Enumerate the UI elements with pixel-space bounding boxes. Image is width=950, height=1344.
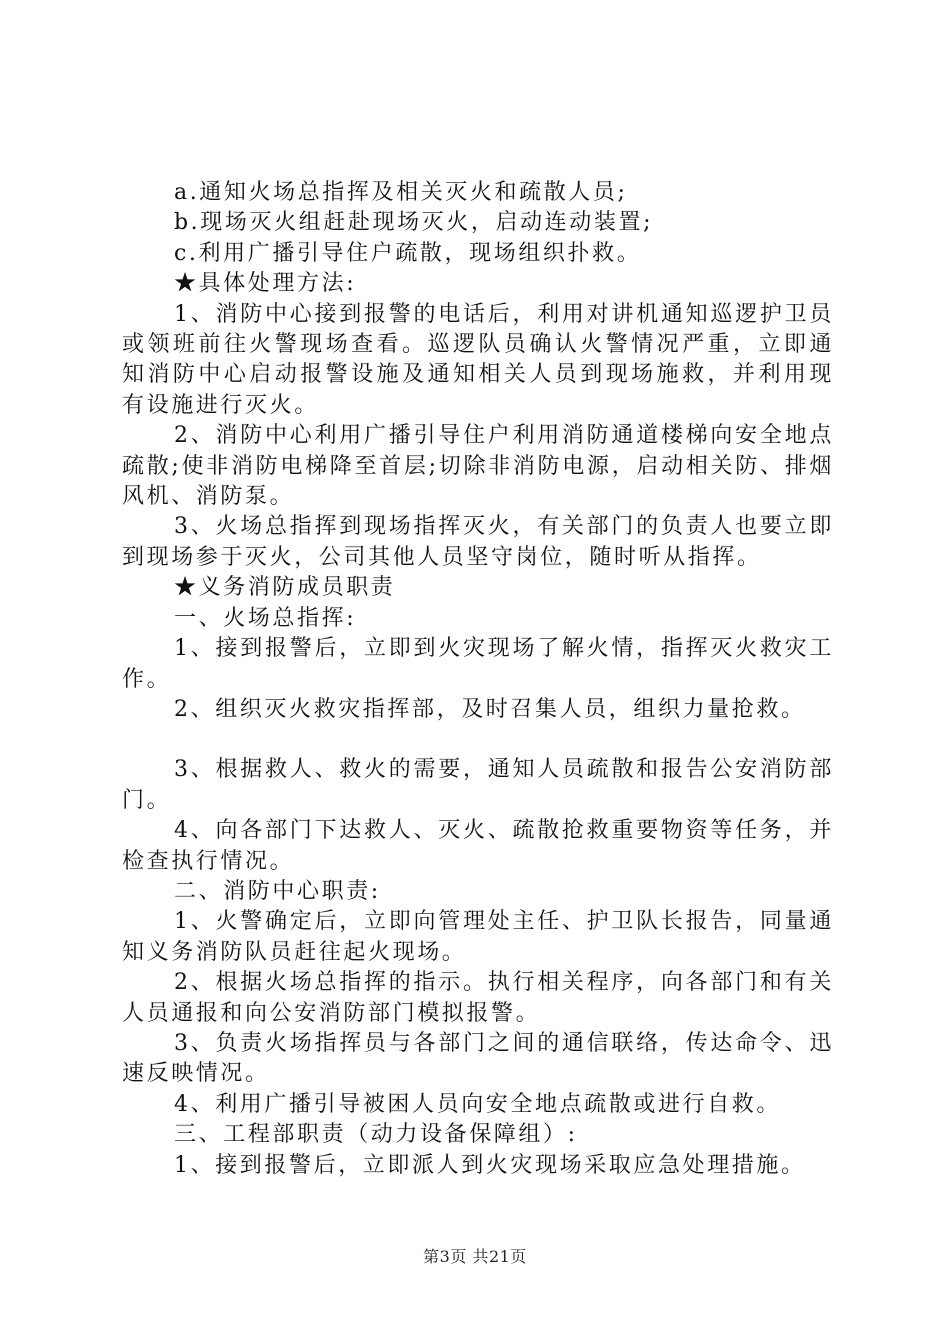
paragraph-broadcast: c.利用广播引导住户疏散，现场组织扑救。 <box>174 240 642 266</box>
paragraph-fire-team: b.现场灭火组赶赴现场灭火，启动连动装置; <box>174 210 654 236</box>
paragraph-center-4: 4、利用广播引导被困人员向安全地点疏散或进行自救。 <box>174 1091 781 1117</box>
paragraph-notify-commander: a.通知火场总指挥及相关灭火和疏散人员; <box>174 180 628 205</box>
paragraph-commander-2: 2、组织灭火救灾指挥部，及时召集人员，组织力量抢救。 <box>174 696 806 722</box>
paragraph-center-2: 2、根据火场总指挥的指示。执行相关程序，向各部门和有关人员通报和向公安消防部门模拟报警。 <box>122 970 834 1026</box>
paragraph-method-3: 3、火场总指挥到现场指挥灭火，有关部门的负责人也要立即到现场参于灭火，公司其他人员坚守岗位，随时听从指挥。 <box>122 514 834 570</box>
paragraph-commander-1: 1、接到报警后，立即到火灾现场了解火情，指挥灭火救灾工作。 <box>122 636 834 692</box>
paragraph-method-2: 2、消防中心利用广播引导住户利用消防通道楼梯向安全地点疏散;使非消防电梯降至首层;切除非消防电源，启动相关防、排烟风机、消防泵。 <box>122 423 834 510</box>
paragraph-engineering-1: 1、接到报警后，立即派人到火灾现场采取应急处理措施。 <box>174 1152 806 1178</box>
paragraph-commander-3: 3、根据救人、救火的需要，通知人员疏散和报告公安消防部门。 <box>122 757 834 813</box>
page-number-footer: 第3页 共21页 <box>423 1247 527 1266</box>
document-body <box>122 178 834 1181</box>
heading-engineering: 三、工程部职责（动力设备保障组）: <box>174 1122 578 1148</box>
paragraph-method-1: 1、消防中心接到报警的电话后，利用对讲机通知巡逻护卫员或领班前往火警现场查看。巡逻队员确认火警情况严重，立即通知消防中心启动报警设施及通知相关人员到现场施救，并利用现有设施进行灭火。 <box>122 301 834 418</box>
paragraph-center-1: 1、火警确定后，立即向管理处主任、护卫队长报告，同量通知义务消防队员赶往起火现场。 <box>122 909 834 965</box>
heading-handling-method: ★具体处理方法: <box>174 271 357 297</box>
heading-fire-commander: 一、火场总指挥: <box>174 605 357 631</box>
paragraph-commander-4: 4、向各部门下达救人、灭火、疏散抢救重要物资等任务，并检查执行情况。 <box>122 818 834 874</box>
heading-control-center: 二、消防中心职责: <box>174 878 381 904</box>
paragraph-center-3: 3、负责火场指挥员与各部门之间的通信联络，传达命令、迅速反映情况。 <box>122 1030 834 1087</box>
heading-volunteer-duties: ★义务消防成员职责 <box>174 575 396 601</box>
